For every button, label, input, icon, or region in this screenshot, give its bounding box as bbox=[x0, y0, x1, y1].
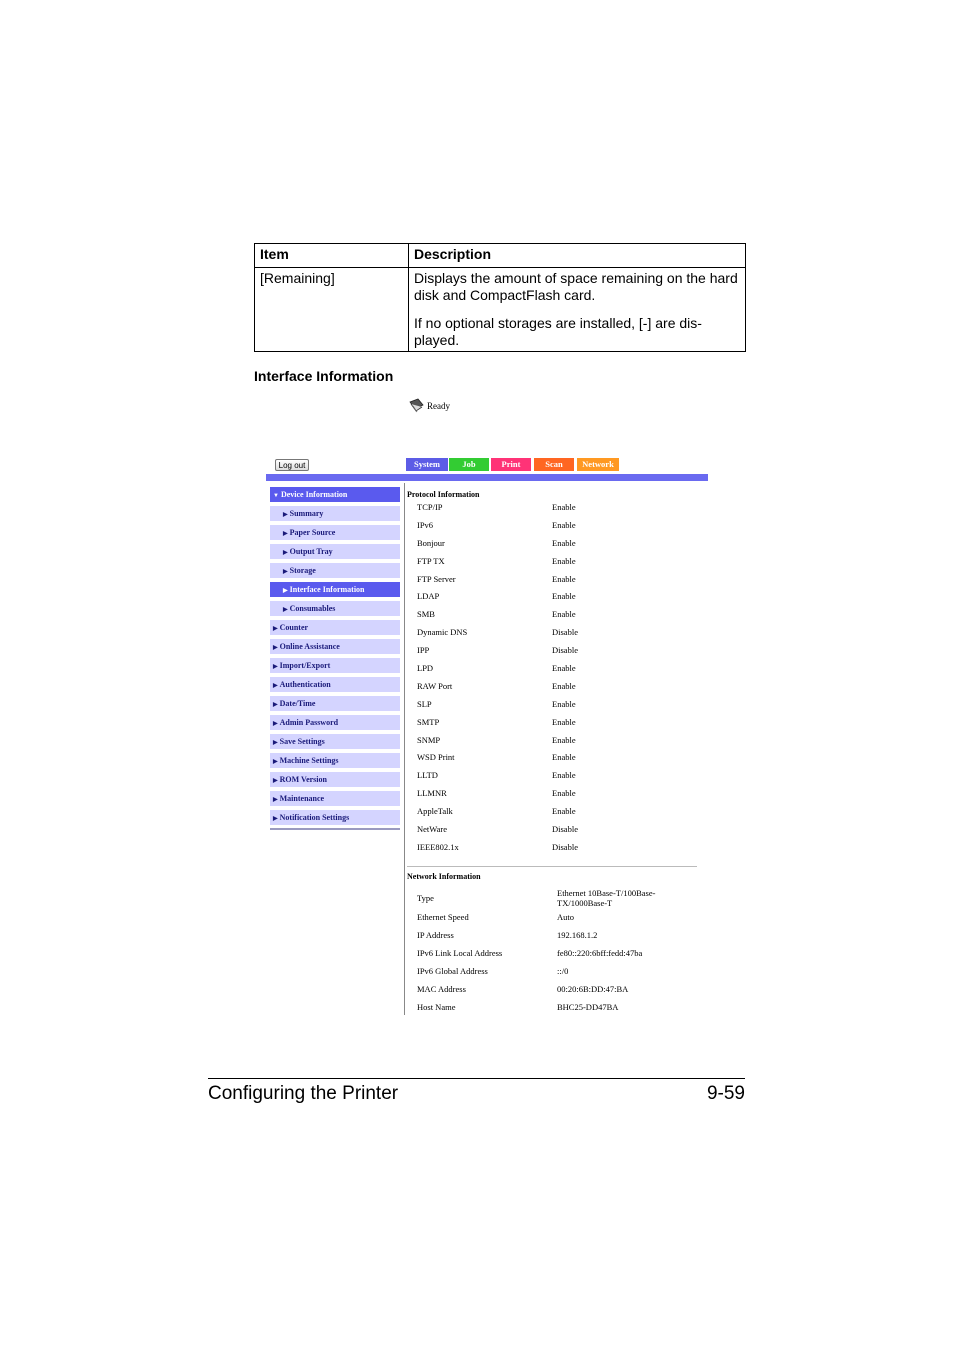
table-row bbox=[407, 663, 697, 681]
footer-rule bbox=[208, 1078, 745, 1079]
sidebar-item-rom-version[interactable] bbox=[270, 772, 400, 787]
protocol-status: Enable bbox=[552, 555, 576, 566]
tab-scan[interactable]: Scan bbox=[534, 458, 574, 471]
sidebar-item-import-export[interactable] bbox=[270, 658, 400, 673]
sidebar-item-label: Summary bbox=[289, 509, 324, 518]
table-row bbox=[407, 609, 697, 627]
sidebar-item-notification-settings[interactable] bbox=[270, 810, 400, 825]
sidebar-item-save-settings[interactable] bbox=[270, 734, 400, 749]
table-row bbox=[407, 842, 697, 860]
protocol-name: FTP TX bbox=[417, 555, 445, 566]
protocol-status: Enable bbox=[552, 752, 576, 763]
section-heading: Interface Information bbox=[254, 368, 394, 384]
sidebar-item-device-information[interactable] bbox=[270, 487, 400, 502]
protocol-name: LDAP bbox=[417, 591, 440, 602]
triangle-right-icon: ▶ bbox=[273, 740, 278, 746]
sidebar-item-label: Output Tray bbox=[289, 547, 333, 556]
table-row bbox=[407, 770, 697, 788]
sidebar-item-label: Online Assistance bbox=[279, 642, 340, 651]
sidebar-item-label: Admin Password bbox=[279, 718, 339, 727]
description-paragraph: Displays the amount of space remaining on the hard disk and CompactFlash card. bbox=[414, 270, 738, 303]
table-header-row bbox=[255, 244, 746, 268]
protocol-name: AppleTalk bbox=[417, 806, 453, 817]
sidebar-item-label: Paper Source bbox=[289, 528, 336, 537]
network-field-label: Type bbox=[417, 892, 434, 903]
network-field-value: Auto bbox=[557, 911, 574, 922]
table-row bbox=[407, 966, 697, 984]
triangle-right-icon: ▶ bbox=[283, 569, 288, 575]
triangle-right-icon: ▶ bbox=[273, 645, 278, 651]
protocol-info-list bbox=[407, 502, 697, 860]
sidebar-item-authentication[interactable] bbox=[270, 677, 400, 692]
triangle-right-icon: ▶ bbox=[273, 759, 278, 765]
protocol-status: Enable bbox=[552, 806, 576, 817]
protocol-status: Disable bbox=[552, 824, 578, 835]
sidebar-item-output-tray[interactable] bbox=[270, 544, 400, 559]
tab-network[interactable]: Network bbox=[577, 458, 619, 471]
sidebar-item-admin-password[interactable] bbox=[270, 715, 400, 730]
table-row bbox=[407, 627, 697, 645]
header-description: Description bbox=[409, 244, 746, 268]
network-field-value: 192.168.1.2 bbox=[557, 929, 598, 940]
protocol-status: Disable bbox=[552, 841, 578, 852]
protocol-name: TCP/IP bbox=[417, 502, 443, 512]
network-field-label: IPv6 Global Address bbox=[417, 965, 488, 976]
sidebar-item-interface-information[interactable] bbox=[270, 582, 400, 597]
sidebar-item-label: Authentication bbox=[279, 680, 331, 689]
protocol-status: Disable bbox=[552, 645, 578, 656]
triangle-right-icon: ▶ bbox=[283, 531, 288, 537]
tab-underline-bar bbox=[266, 474, 708, 481]
protocol-status: Enable bbox=[552, 573, 576, 584]
sidebar-item-label: Machine Settings bbox=[279, 756, 339, 765]
table-row bbox=[407, 948, 697, 966]
content-divider bbox=[404, 483, 405, 1015]
protocol-name: FTP Server bbox=[417, 573, 456, 584]
protocol-name: IPv6 bbox=[417, 519, 434, 530]
table-row bbox=[407, 824, 697, 842]
table-row bbox=[407, 538, 697, 556]
network-field-value: fe80::220:6bff:fedd:47ba bbox=[557, 947, 643, 958]
table-row bbox=[407, 574, 697, 592]
table-row bbox=[407, 556, 697, 574]
sidebar-item-label: Interface Information bbox=[289, 585, 365, 594]
triangle-right-icon: ▶ bbox=[273, 816, 278, 822]
protocol-name: WSD Print bbox=[417, 752, 455, 763]
table-row bbox=[407, 699, 697, 717]
protocol-name: LLMNR bbox=[417, 788, 447, 799]
sidebar-item-date-time[interactable] bbox=[270, 696, 400, 711]
protocol-name: Dynamic DNS bbox=[417, 627, 468, 638]
sidebar-item-label: Date/Time bbox=[279, 699, 316, 708]
sidebar-item-consumables[interactable] bbox=[270, 601, 400, 616]
protocol-name: IEEE802.1x bbox=[417, 841, 459, 852]
sidebar-item-label: Notification Settings bbox=[279, 813, 350, 822]
item-description-table bbox=[254, 243, 746, 352]
triangle-right-icon: ▶ bbox=[283, 588, 288, 594]
triangle-right-icon: ▶ bbox=[273, 626, 278, 632]
protocol-name: RAW Port bbox=[417, 680, 453, 691]
sidebar-item-label: Import/Export bbox=[279, 661, 331, 670]
status-indicator bbox=[407, 397, 450, 415]
sidebar-item-label: Save Settings bbox=[279, 737, 325, 746]
protocol-status: Enable bbox=[552, 698, 576, 709]
sidebar-item-storage[interactable] bbox=[270, 563, 400, 578]
table-row bbox=[407, 591, 697, 609]
sidebar-item-label: Counter bbox=[279, 623, 309, 632]
logout-button[interactable]: Log out bbox=[275, 459, 309, 471]
protocol-status: Enable bbox=[552, 502, 576, 512]
protocol-name: LLTD bbox=[417, 770, 438, 781]
network-info-list bbox=[407, 884, 697, 1015]
table-row bbox=[407, 884, 697, 912]
protocol-status: Enable bbox=[552, 734, 576, 745]
table-row bbox=[407, 752, 697, 770]
protocol-status: Enable bbox=[552, 591, 576, 602]
header-item: Item bbox=[255, 244, 409, 268]
sidebar-item-machine-settings[interactable] bbox=[270, 753, 400, 768]
protocol-info-title: Protocol Information bbox=[407, 490, 480, 499]
network-info-title: Network Information bbox=[407, 866, 697, 881]
protocol-status: Enable bbox=[552, 788, 576, 799]
protocol-name: SNMP bbox=[417, 734, 441, 745]
network-field-label: IPv6 Link Local Address bbox=[417, 947, 503, 958]
content-area bbox=[407, 490, 697, 1015]
protocol-status: Enable bbox=[552, 537, 576, 548]
sidebar-item-label: ROM Version bbox=[279, 775, 327, 784]
protocol-name: SMB bbox=[417, 609, 435, 620]
triangle-right-icon: ▶ bbox=[273, 778, 278, 784]
network-field-value: ::/0 bbox=[557, 965, 569, 976]
table-row bbox=[407, 912, 697, 930]
item-cell: [Remaining] bbox=[255, 268, 409, 352]
triangle-right-icon: ▶ bbox=[273, 702, 278, 708]
table-row bbox=[255, 268, 746, 352]
sidebar-item-paper-source[interactable] bbox=[270, 525, 400, 540]
protocol-status: Enable bbox=[552, 609, 576, 620]
tab-print[interactable]: Print bbox=[491, 458, 531, 471]
table-row bbox=[407, 502, 697, 520]
footer-chapter-title: Configuring the Printer bbox=[208, 1083, 399, 1104]
sidebar-item-label: Consumables bbox=[289, 604, 336, 613]
triangle-right-icon: ▶ bbox=[273, 664, 278, 670]
network-field-label: Host Name bbox=[417, 1001, 456, 1012]
network-field-label: IP Address bbox=[417, 929, 454, 940]
triangle-right-icon: ▶ bbox=[283, 607, 288, 613]
sidebar-item-summary[interactable] bbox=[270, 506, 400, 521]
triangle-right-icon: ▶ bbox=[283, 550, 288, 556]
sidebar-item-counter[interactable] bbox=[270, 620, 400, 635]
protocol-status: Disable bbox=[552, 627, 578, 638]
sidebar-item-label: Storage bbox=[289, 566, 316, 575]
description-cell bbox=[409, 268, 746, 352]
table-row bbox=[407, 681, 697, 699]
network-field-label: MAC Address bbox=[417, 983, 466, 994]
network-field-value: BHC25-DD47BA bbox=[557, 1001, 619, 1012]
triangle-down-icon: ▼ bbox=[273, 493, 279, 499]
table-row bbox=[407, 930, 697, 948]
table-row bbox=[407, 1002, 697, 1015]
protocol-status: Enable bbox=[552, 716, 576, 727]
sidebar-item-label: Maintenance bbox=[279, 794, 325, 803]
table-row bbox=[407, 645, 697, 663]
sidebar-item-maintenance[interactable] bbox=[270, 791, 400, 806]
web-interface-screenshot bbox=[266, 395, 710, 1015]
triangle-right-icon: ▶ bbox=[273, 721, 278, 727]
table-row bbox=[407, 717, 697, 735]
table-row bbox=[407, 806, 697, 824]
protocol-status: Enable bbox=[552, 770, 576, 781]
table-row bbox=[407, 984, 697, 1002]
network-field-value: 00:20:6B:DD:47:BA bbox=[557, 983, 629, 994]
sidebar-item-label: Device Information bbox=[280, 490, 348, 499]
protocol-name: IPP bbox=[417, 645, 430, 656]
network-field-value: Ethernet 10Base-T/100Base-TX/1000Base-T bbox=[557, 887, 656, 908]
status-text: Ready bbox=[427, 401, 450, 411]
protocol-name: LPD bbox=[417, 663, 434, 674]
protocol-status: Enable bbox=[552, 663, 576, 674]
table-row bbox=[407, 735, 697, 753]
protocol-name: SMTP bbox=[417, 716, 440, 727]
sidebar-item-online-assistance[interactable] bbox=[270, 639, 400, 654]
protocol-status: Enable bbox=[552, 519, 576, 530]
protocol-name: NetWare bbox=[417, 824, 447, 835]
triangle-right-icon: ▶ bbox=[273, 683, 278, 689]
triangle-right-icon: ▶ bbox=[283, 512, 288, 518]
network-field-label: Ethernet Speed bbox=[417, 911, 469, 922]
sidebar-nav bbox=[270, 487, 400, 830]
triangle-right-icon: ▶ bbox=[273, 797, 278, 803]
protocol-name: SLP bbox=[417, 698, 432, 709]
protocol-status: Enable bbox=[552, 680, 576, 691]
description-paragraph: If no optional storages are installed, [-] are dis-played. bbox=[414, 315, 702, 348]
sidebar-bottom-rule bbox=[270, 828, 400, 830]
protocol-name: Bonjour bbox=[417, 537, 445, 548]
table-row bbox=[407, 520, 697, 538]
tab-system[interactable]: System bbox=[406, 458, 448, 471]
page-number: 9-59 bbox=[706, 1083, 745, 1104]
printer-status-icon bbox=[407, 397, 425, 415]
tab-job[interactable]: Job bbox=[449, 458, 489, 471]
table-row bbox=[407, 788, 697, 806]
